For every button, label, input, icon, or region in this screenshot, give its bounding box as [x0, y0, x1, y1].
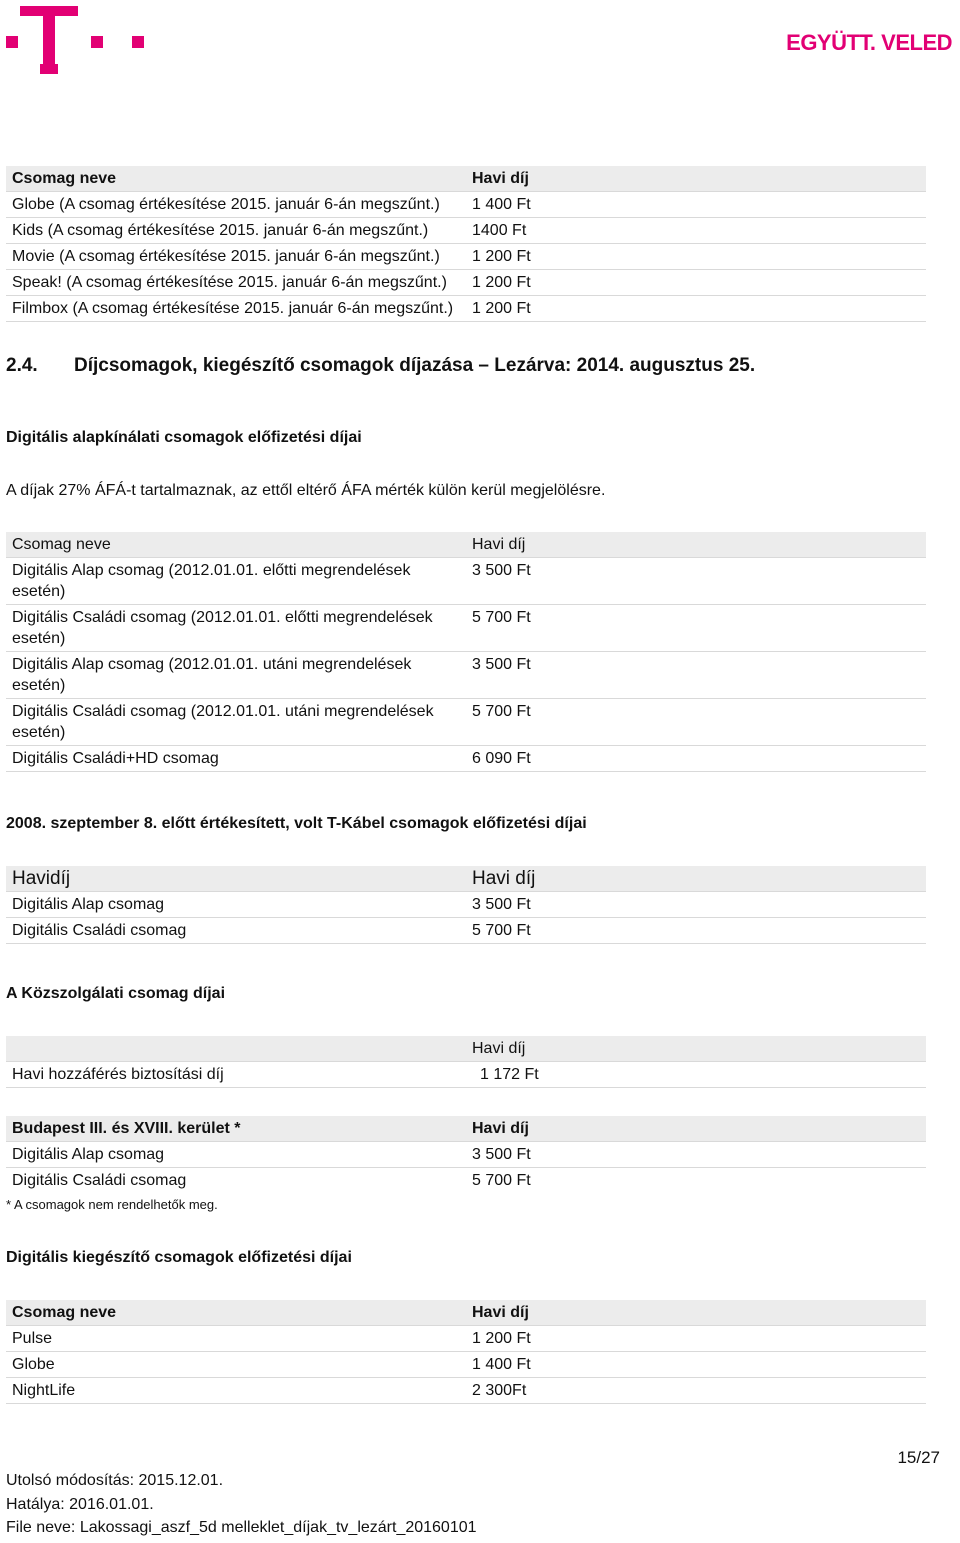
subheading-basic-packages: Digitális alapkínálati csomagok előfizetési díjai [6, 429, 362, 446]
table-row [6, 605, 926, 652]
table-row [6, 1352, 926, 1378]
package-fee: 1 400 Ft [466, 192, 926, 218]
package-name: Digitális Alap csomag (2012.01.01. előtti megrendelések esetén) [6, 558, 466, 605]
package-fee: 2 300Ft [466, 1378, 926, 1404]
column-header-fee: Havi díj [466, 1116, 926, 1142]
telekom-logo [6, 6, 146, 74]
package-name: Digitális Családi csomag [12, 1172, 187, 1189]
table-header-row [6, 1116, 926, 1142]
section-title: Díjcsomagok, kiegészítő csomagok díjazása – Lezárva: 2014. augusztus 25. [74, 355, 756, 376]
section-number: 2.4. [6, 355, 38, 376]
table-header-row [6, 166, 926, 192]
slogan: EGYÜTT. VELED [786, 30, 952, 55]
package-fee: 3 500 Ft [466, 892, 926, 918]
package-name: Digitális Családi csomag [6, 918, 466, 944]
column-header-fee: Havi díj [466, 532, 926, 558]
table-row [6, 558, 926, 605]
table-row [6, 270, 926, 296]
package-name: Digitális Alap csomag [6, 1142, 466, 1168]
addon-packages-table [6, 1300, 926, 1404]
package-fee: 3 500 Ft [466, 558, 926, 605]
page-number: 15/27 [897, 1448, 940, 1467]
table-row [6, 192, 926, 218]
package-name: NightLife [6, 1378, 466, 1404]
table-row [6, 699, 926, 746]
package-fee: 6 090 Ft [466, 746, 926, 772]
package-name: Kids (A csomag értékesítése 2015. január 6-án megszűnt.) [6, 218, 466, 244]
package-name: Pulse [6, 1326, 466, 1352]
table-row [6, 296, 926, 322]
table-header-row [6, 1300, 926, 1326]
section-heading [6, 355, 755, 377]
package-name: Digitális Alap csomag [6, 892, 466, 918]
table-row [6, 892, 926, 918]
vat-note: A díjak 27% ÁFÁ-t tartalmaznak, az ettől eltérő ÁFA mérték külön kerül megjelölésre. [6, 482, 606, 499]
subheading-tkabel [6, 815, 587, 833]
package-name: Digitális Családi+HD csomag [6, 746, 466, 772]
package-fee: 1 200 Ft [466, 296, 926, 322]
fee-value: 1 172 Ft [466, 1062, 926, 1088]
table-row [6, 1326, 926, 1352]
column-header-fee: Havi díj [466, 866, 926, 892]
last-modified: Utolsó módosítás: 2015.12.01. [6, 1472, 224, 1489]
table-row [6, 1168, 926, 1194]
subheading-addon-packages: Digitális kiegészítő csomagok előfizetési díjai [6, 1249, 352, 1266]
table-header-row [6, 866, 926, 892]
column-header-name: Budapest III. és XVIII. kerület * [6, 1116, 466, 1142]
package-name: Digitális Családi csomag (2012.01.01. utáni megrendelések esetén) [6, 699, 466, 746]
package-fee: 1 400 Ft [466, 1352, 926, 1378]
budapest-packages-table [6, 1116, 926, 1193]
package-name: Digitális Alap csomag (2012.01.01. utáni megrendelések esetén) [6, 652, 466, 699]
table-row [6, 244, 926, 270]
footnote: * A csomagok nem rendelhetők meg. [6, 1197, 218, 1212]
column-header-name: Csomag neve [6, 532, 466, 558]
column-header-name: Csomag neve [6, 166, 466, 192]
effective-date: Hatálya: 2016.01.01. [6, 1496, 154, 1513]
package-fee: 1 200 Ft [466, 1326, 926, 1352]
date-bold: 2008. szeptember 8. [6, 815, 158, 832]
table-header-row [6, 1036, 926, 1062]
column-header-fee: Havi díj [466, 1300, 926, 1326]
table-row [6, 652, 926, 699]
subheading-rest: előtt értékesített, volt T-Kábel csomagok előfizetési díjai [157, 815, 587, 832]
package-fee: 3 500 Ft [466, 652, 926, 699]
basic-packages-table [6, 532, 926, 772]
package-fee: 5 700 Ft [466, 699, 926, 746]
public-service-table [6, 1036, 926, 1088]
package-fee: 3 500 Ft [466, 1142, 926, 1168]
premium-packages-table [6, 166, 926, 322]
column-header-name [6, 1036, 466, 1062]
package-fee: 1400 Ft [466, 218, 926, 244]
table-row [6, 746, 926, 772]
package-fee: 5 700 Ft [466, 918, 926, 944]
subheading-public-service: A Közszolgálati csomag díjai [6, 985, 226, 1002]
table-header-row [6, 532, 926, 558]
fee-name: Havi hozzáférés biztosítási díj [6, 1062, 466, 1088]
package-name: Digitális Családi csomag (2012.01.01. előtti megrendelések esetén) [6, 605, 466, 652]
package-name: Globe [6, 1352, 466, 1378]
tkabel-packages-table [6, 866, 926, 944]
column-header-fee: Havi díj [466, 166, 926, 192]
package-name: Globe (A csomag értékesítése 2015. január 6-án megszűnt.) [6, 192, 466, 218]
package-name: Filmbox (A csomag értékesítése 2015. január 6-án megszűnt.) [6, 296, 466, 322]
package-fee: 5 700 Ft [472, 1172, 531, 1189]
column-header-name: Csomag neve [6, 1300, 466, 1326]
table-row [6, 1062, 926, 1088]
table-row [6, 918, 926, 944]
file-name: File neve: Lakossagi_aszf_5d melleklet_díjak_tv_lezárt_20160101 [6, 1519, 477, 1536]
package-fee: 5 700 Ft [466, 605, 926, 652]
package-fee: 1 200 Ft [466, 270, 926, 296]
table-row [6, 218, 926, 244]
package-fee: 1 200 Ft [466, 244, 926, 270]
package-name: Movie (A csomag értékesítése 2015. január 6-án megszűnt.) [6, 244, 466, 270]
package-name: Speak! (A csomag értékesítése 2015. január 6-án megszűnt.) [6, 270, 466, 296]
column-header-fee: Havi díj [466, 1036, 926, 1062]
table-row [6, 1142, 926, 1168]
table-row [6, 1378, 926, 1404]
column-header-name: Havidíj [6, 866, 466, 892]
